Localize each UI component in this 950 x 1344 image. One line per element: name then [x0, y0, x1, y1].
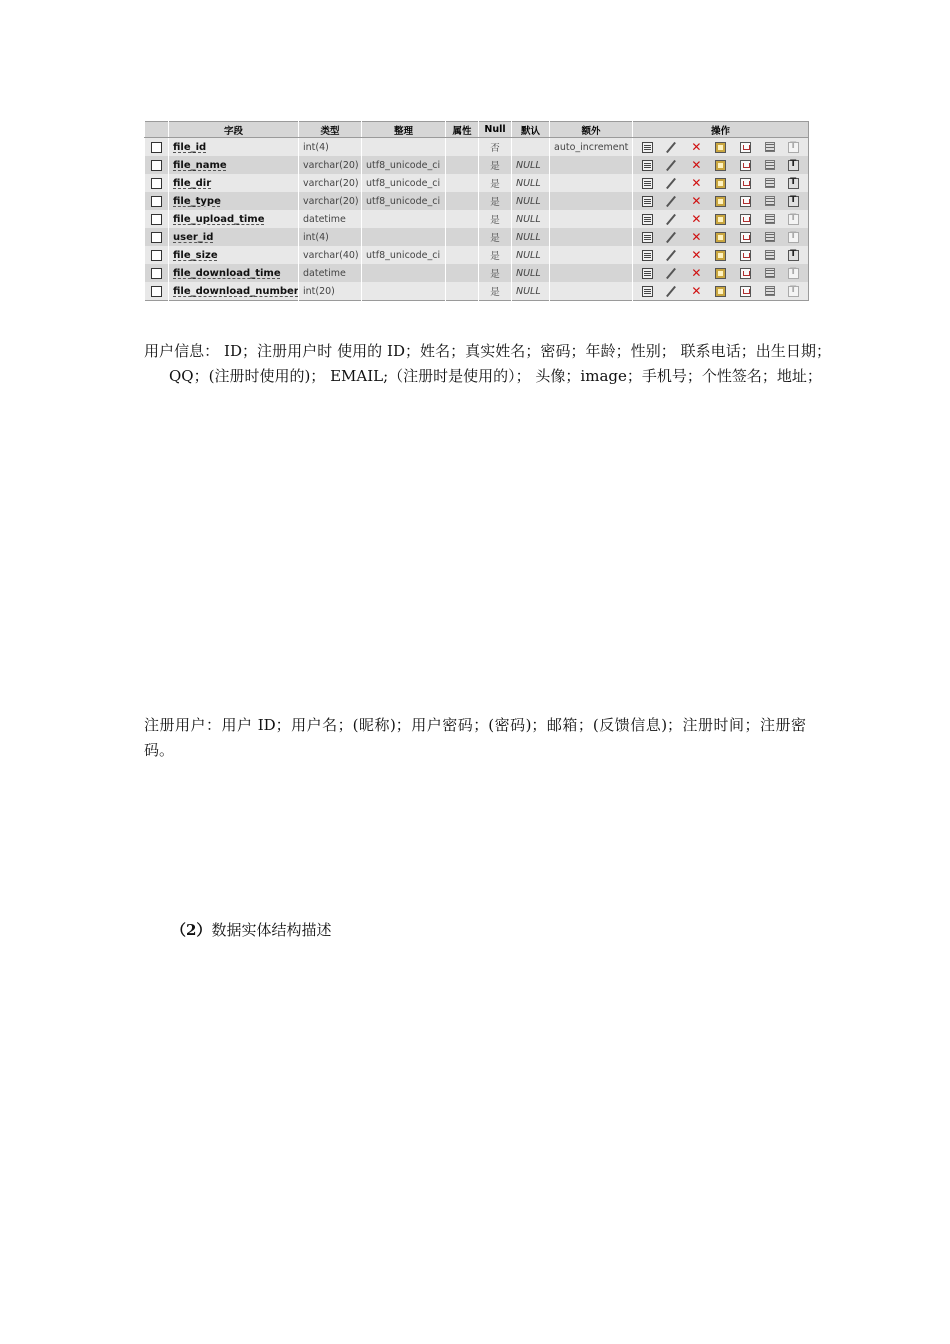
index-icon[interactable]	[765, 268, 775, 278]
unique-icon[interactable]	[740, 250, 751, 261]
edit-icon[interactable]	[666, 160, 677, 171]
user-info-paragraph: 用户信息： ID；注册用户时 使用的 ID；姓名；真实姓名；密码；年龄；性别； 联系电话；出生日期；QQ；(注册时使用的)； EMAIL;（注册时是使用的）； 头像；image；手机号；个性签名；地址；	[144, 342, 831, 385]
primary-key-icon[interactable]	[715, 268, 726, 279]
field-attributes	[446, 246, 479, 264]
drop-icon[interactable]: ✕	[691, 175, 702, 190]
field-default: NULL	[512, 210, 550, 228]
registered-user-paragraph: 注册用户：用户 ID；用户名；(昵称)；用户密码；(密码)；邮箱；(反馈信息)；注册时间；注册密码。	[144, 716, 806, 759]
field-attributes	[446, 192, 479, 210]
field-collation: utf8_unicode_ci	[362, 246, 446, 264]
row-actions	[633, 264, 808, 282]
drop-icon[interactable]: ✕	[691, 265, 702, 280]
field-null: 是	[479, 282, 512, 301]
table-row	[145, 192, 809, 210]
unique-icon[interactable]	[740, 160, 751, 171]
fulltext-icon[interactable]	[788, 196, 799, 207]
field-collation	[362, 264, 446, 282]
field-attributes	[446, 138, 479, 157]
field-null: 是	[479, 156, 512, 174]
table-row	[145, 210, 809, 228]
field-extra	[550, 228, 633, 246]
primary-key-icon[interactable]	[715, 178, 726, 189]
field-extra	[550, 174, 633, 192]
header-null[interactable]: Null	[479, 122, 512, 138]
row-actions	[633, 246, 808, 264]
field-collation	[362, 138, 446, 157]
primary-key-icon[interactable]	[715, 286, 726, 297]
row-actions	[633, 156, 808, 174]
drop-icon[interactable]: ✕	[691, 157, 702, 172]
field-collation	[362, 210, 446, 228]
browse-icon[interactable]	[642, 268, 653, 279]
fulltext-icon[interactable]	[788, 286, 799, 297]
fulltext-icon[interactable]	[788, 232, 799, 243]
field-default: NULL	[512, 228, 550, 246]
field-collation: utf8_unicode_ci	[362, 174, 446, 192]
row-checkbox[interactable]	[151, 268, 162, 279]
field-attributes	[446, 264, 479, 282]
header-actions: 操作	[633, 122, 809, 138]
edit-icon[interactable]	[666, 286, 677, 297]
field-null: 是	[479, 264, 512, 282]
index-icon[interactable]	[765, 286, 775, 296]
row-checkbox[interactable]	[151, 232, 162, 243]
index-icon[interactable]	[765, 142, 775, 152]
edit-icon[interactable]	[666, 250, 677, 261]
field-default: NULL	[512, 246, 550, 264]
drop-icon[interactable]: ✕	[691, 139, 702, 154]
field-extra	[550, 156, 633, 174]
browse-icon[interactable]	[642, 178, 653, 189]
row-checkbox[interactable]	[151, 286, 162, 297]
browse-icon[interactable]	[642, 196, 653, 207]
edit-icon[interactable]	[666, 214, 677, 225]
fulltext-icon[interactable]	[788, 160, 799, 171]
field-type: varchar(20)	[299, 156, 362, 174]
unique-icon[interactable]	[740, 286, 751, 297]
drop-icon[interactable]: ✕	[691, 229, 702, 244]
drop-icon[interactable]: ✕	[691, 247, 702, 262]
field-null: 是	[479, 174, 512, 192]
drop-icon[interactable]: ✕	[691, 283, 702, 298]
section-title: 数据实体结构描述	[211, 921, 332, 939]
section-number: （2）	[171, 921, 212, 939]
field-default: NULL	[512, 282, 550, 301]
field-name-link[interactable]: file_name	[173, 159, 227, 171]
edit-icon[interactable]	[666, 196, 677, 207]
field-attributes	[446, 228, 479, 246]
field-extra	[550, 210, 633, 228]
unique-icon[interactable]	[740, 232, 751, 243]
field-name-link[interactable]: file_download_number	[173, 285, 299, 297]
row-checkbox[interactable]	[151, 196, 162, 207]
field-name-link[interactable]: user_id	[173, 231, 214, 243]
header-extra[interactable]: 额外	[550, 122, 633, 138]
table-structure	[144, 121, 809, 301]
index-icon[interactable]	[765, 160, 775, 170]
row-checkbox[interactable]	[151, 214, 162, 225]
browse-icon[interactable]	[642, 160, 653, 171]
table-body	[145, 138, 809, 301]
section-heading	[171, 918, 331, 943]
row-actions	[633, 138, 808, 156]
table-header-row	[145, 122, 809, 138]
field-type: datetime	[299, 264, 362, 282]
fulltext-icon[interactable]	[788, 250, 799, 261]
table-row	[145, 174, 809, 192]
field-type: varchar(20)	[299, 174, 362, 192]
primary-key-icon[interactable]	[715, 232, 726, 243]
table-row	[145, 138, 809, 157]
primary-key-icon[interactable]	[715, 214, 726, 225]
table-row	[145, 228, 809, 246]
field-name-link[interactable]: file_type	[173, 195, 221, 207]
index-icon[interactable]	[765, 178, 775, 188]
field-extra	[550, 264, 633, 282]
edit-icon[interactable]	[666, 142, 677, 153]
drop-icon[interactable]: ✕	[691, 211, 702, 226]
row-actions	[633, 210, 808, 228]
header-default[interactable]: 默认	[512, 122, 550, 138]
field-default: NULL	[512, 156, 550, 174]
browse-icon[interactable]	[642, 142, 653, 153]
fulltext-icon[interactable]	[788, 178, 799, 189]
field-type: int(20)	[299, 282, 362, 301]
unique-icon[interactable]	[740, 268, 751, 279]
field-null: 是	[479, 228, 512, 246]
index-icon[interactable]	[765, 250, 775, 260]
edit-icon[interactable]	[666, 232, 677, 243]
header-field[interactable]: 字段	[169, 122, 299, 138]
field-extra: auto_increment	[550, 138, 633, 157]
table-row	[145, 264, 809, 282]
row-checkbox[interactable]	[151, 250, 162, 261]
field-attributes	[446, 156, 479, 174]
field-default: NULL	[512, 174, 550, 192]
field-attributes	[446, 174, 479, 192]
field-collation	[362, 228, 446, 246]
fulltext-icon[interactable]	[788, 268, 799, 279]
drop-icon[interactable]: ✕	[691, 193, 702, 208]
primary-key-icon[interactable]	[715, 160, 726, 171]
field-default	[512, 138, 550, 157]
field-type: int(4)	[299, 228, 362, 246]
browse-icon[interactable]	[642, 232, 653, 243]
field-name-link[interactable]: file_upload_time	[173, 213, 265, 225]
index-icon[interactable]	[765, 214, 775, 224]
index-icon[interactable]	[765, 232, 775, 242]
browse-icon[interactable]	[642, 286, 653, 297]
table-row	[145, 282, 809, 301]
unique-icon[interactable]	[740, 214, 751, 225]
field-type: datetime	[299, 210, 362, 228]
field-extra	[550, 192, 633, 210]
primary-key-icon[interactable]	[715, 142, 726, 153]
header-type[interactable]: 类型	[299, 122, 362, 138]
field-null: 是	[479, 210, 512, 228]
row-actions	[633, 228, 808, 246]
field-null: 是	[479, 246, 512, 264]
row-actions	[633, 192, 808, 210]
fulltext-icon[interactable]	[788, 142, 799, 153]
primary-key-icon[interactable]	[715, 196, 726, 207]
index-icon[interactable]	[765, 196, 775, 206]
field-null: 是	[479, 192, 512, 210]
browse-icon[interactable]	[642, 214, 653, 225]
field-default: NULL	[512, 192, 550, 210]
field-extra	[550, 282, 633, 301]
fulltext-icon[interactable]	[788, 214, 799, 225]
unique-icon[interactable]	[740, 178, 751, 189]
field-type: int(4)	[299, 138, 362, 157]
table-row	[145, 156, 809, 174]
row-actions	[633, 282, 808, 300]
field-name-link[interactable]: file_id	[173, 141, 207, 153]
primary-key-icon[interactable]	[715, 250, 726, 261]
field-collation: utf8_unicode_ci	[362, 192, 446, 210]
header-collation[interactable]: 整理	[362, 122, 446, 138]
field-attributes	[446, 210, 479, 228]
field-name-link[interactable]: file_dir	[173, 177, 212, 189]
unique-icon[interactable]	[740, 142, 751, 153]
field-collation: utf8_unicode_ci	[362, 156, 446, 174]
row-checkbox[interactable]	[151, 160, 162, 171]
edit-icon[interactable]	[666, 178, 677, 189]
header-checkbox	[145, 122, 169, 138]
row-checkbox[interactable]	[151, 142, 162, 153]
field-name-link[interactable]: file_size	[173, 249, 218, 261]
field-type: varchar(40)	[299, 246, 362, 264]
field-extra	[550, 246, 633, 264]
field-default: NULL	[512, 264, 550, 282]
field-name-link[interactable]: file_download_time	[173, 267, 281, 279]
header-attributes[interactable]: 属性	[446, 122, 479, 138]
field-collation	[362, 282, 446, 301]
browse-icon[interactable]	[642, 250, 653, 261]
unique-icon[interactable]	[740, 196, 751, 207]
row-checkbox[interactable]	[151, 178, 162, 189]
field-attributes	[446, 282, 479, 301]
table-row	[145, 246, 809, 264]
field-null: 否	[479, 138, 512, 157]
row-actions	[633, 174, 808, 192]
field-type: varchar(20)	[299, 192, 362, 210]
edit-icon[interactable]	[666, 268, 677, 279]
